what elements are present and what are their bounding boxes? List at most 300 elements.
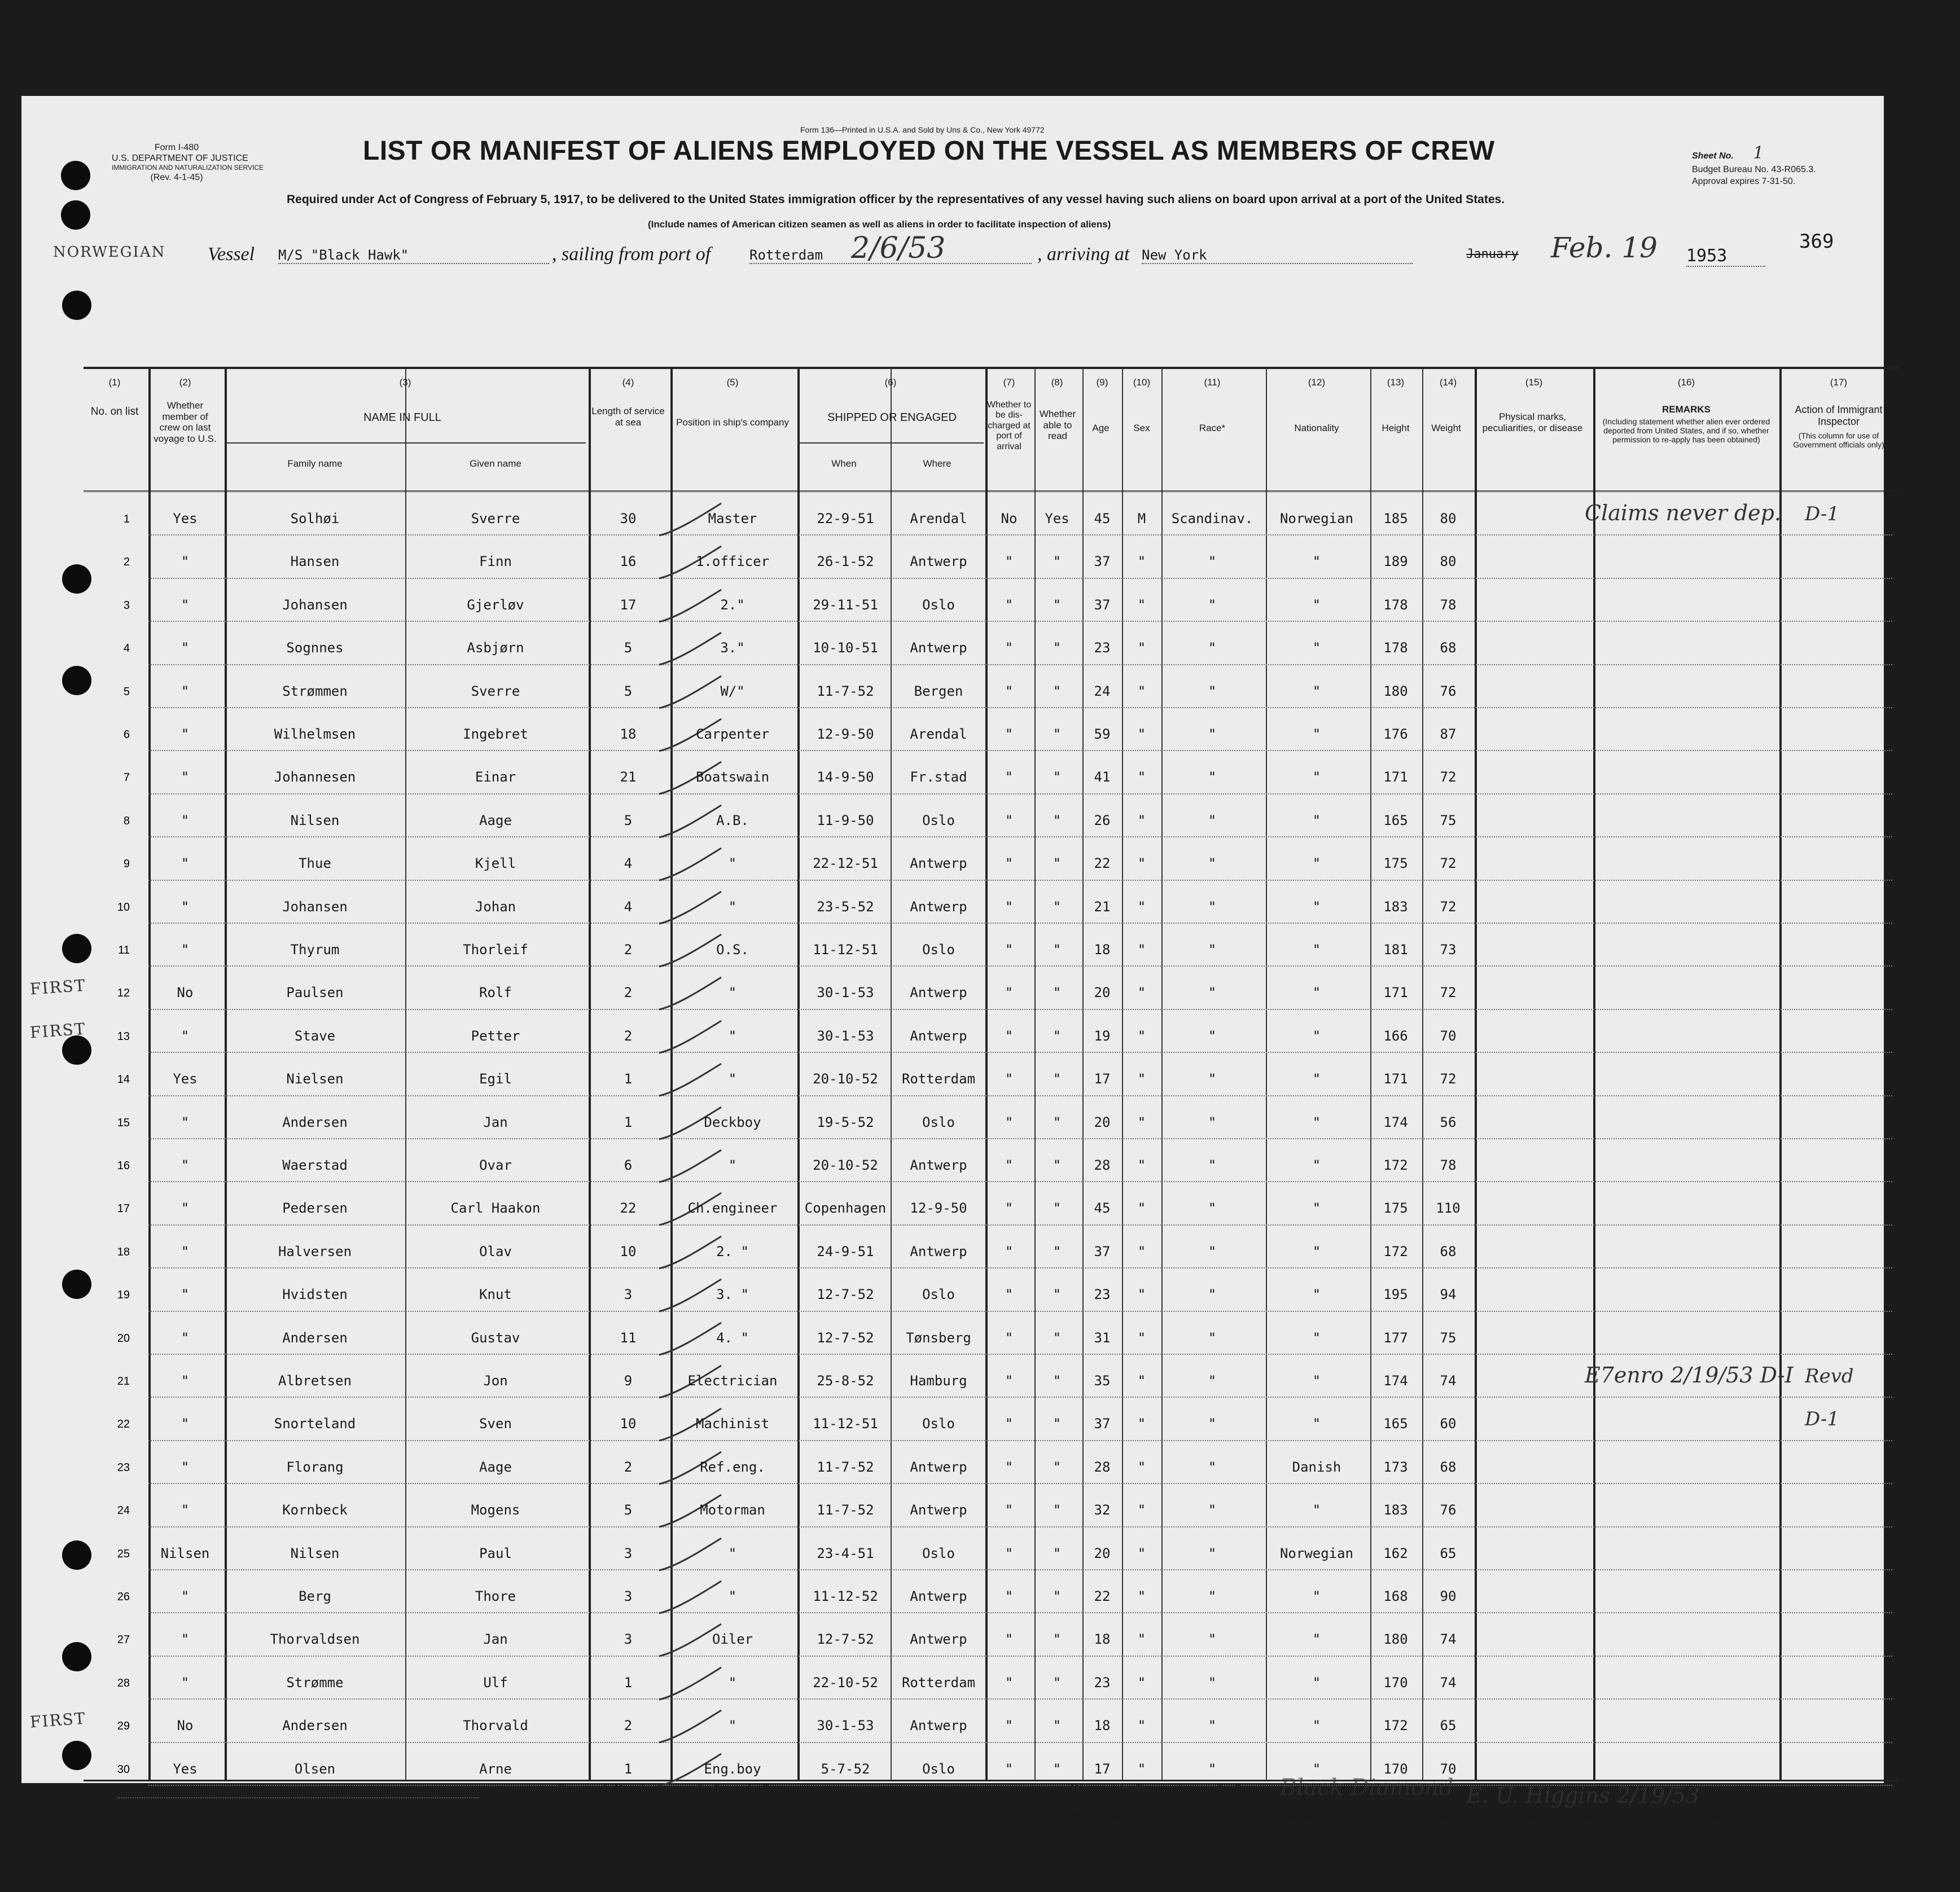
cell-position: Deckboy <box>704 1114 761 1130</box>
cell-read: " <box>1053 812 1062 828</box>
margin-note-first: FIRST <box>29 1019 87 1042</box>
cell-family: Andersen <box>282 1329 348 1346</box>
cell-height: 162 <box>1383 1545 1408 1561</box>
cell-race: " <box>1208 1502 1217 1518</box>
header-when: When <box>831 458 857 469</box>
cell-height: 176 <box>1383 726 1408 742</box>
row-number: 11 <box>118 944 130 956</box>
cell-position: 2." <box>720 596 745 613</box>
form-number: Form I-480 <box>154 143 199 152</box>
cell-race: " <box>1208 554 1217 570</box>
cell-service: 21 <box>620 769 637 785</box>
cell-where: Oslo <box>922 1761 955 1777</box>
agency-service: IMMIGRATION AND NATURALIZATION SERVICE <box>112 164 264 172</box>
cell-when: 22-12-51 <box>813 855 878 872</box>
cell-weight: 80 <box>1440 511 1457 526</box>
cell-weight: 68 <box>1440 640 1457 656</box>
cell-when: 23-4-51 <box>817 1545 874 1561</box>
cell-weight: 68 <box>1440 1243 1457 1259</box>
header-weight: Weight <box>1431 423 1461 433</box>
cell-age: 59 <box>1094 726 1111 742</box>
date-struck: January <box>1466 247 1519 261</box>
cell-read: " <box>1053 855 1062 872</box>
cell-read: " <box>1053 554 1062 570</box>
cell-family: Nilsen <box>290 812 340 828</box>
cell-given: Jan <box>483 1631 508 1648</box>
table-row <box>84 884 1898 927</box>
cell-height: 180 <box>1383 683 1408 699</box>
cell-age: 41 <box>1094 769 1111 785</box>
cell-position: " <box>728 1028 737 1044</box>
header-col-number: (13) <box>1387 377 1405 388</box>
cell-position: 4. " <box>716 1329 749 1346</box>
cell-family: Johansen <box>282 898 348 915</box>
port-to: New York <box>1142 247 1413 264</box>
sail-date-handwritten: 2/6/53 <box>851 231 946 265</box>
cell-prev: " <box>181 640 190 656</box>
sheet-number: 1 <box>1753 143 1764 163</box>
header-no-on-list: No. on list <box>90 406 139 418</box>
cell-family: Waerstad <box>282 1157 348 1173</box>
cell-disch: " <box>1005 855 1014 872</box>
cell-service: 3 <box>624 1588 633 1604</box>
header-col-number: (11) <box>1204 377 1221 388</box>
cell-position: " <box>728 855 737 872</box>
cell-sex: " <box>1137 1502 1146 1518</box>
table-row <box>84 1056 1898 1099</box>
cell-when: 26-1-52 <box>817 554 874 570</box>
cell-sex: " <box>1137 1674 1146 1691</box>
cell-nat: " <box>1312 554 1321 570</box>
cell-race: " <box>1208 1243 1217 1259</box>
cell-nat: Norwegian <box>1279 1545 1354 1561</box>
cell-race: " <box>1208 1416 1217 1432</box>
cell-weight: 78 <box>1440 1157 1457 1173</box>
cell-when: Copenhagen <box>804 1200 887 1217</box>
cell-service: 1 <box>624 1114 633 1130</box>
row-number: 24 <box>117 1504 130 1517</box>
cell-nat: " <box>1312 1243 1321 1259</box>
cell-where: Hamburg <box>910 1373 967 1389</box>
cell-when: 12-9-50 <box>817 726 874 742</box>
cell-disch: " <box>1005 1416 1014 1432</box>
cell-nat: " <box>1312 1200 1321 1217</box>
row-number: 5 <box>123 685 130 698</box>
cell-height: 170 <box>1383 1761 1408 1777</box>
cell-race: " <box>1208 1631 1217 1648</box>
cell-age: 19 <box>1094 1028 1111 1044</box>
cell-position: Motorman <box>700 1502 765 1518</box>
header-col-number: (4) <box>622 377 634 388</box>
cell-disch: " <box>1005 1287 1014 1303</box>
cell-race: " <box>1208 1028 1217 1044</box>
cell-disch: " <box>1005 726 1014 742</box>
cell-position: " <box>728 1071 737 1087</box>
cell-read: " <box>1053 1329 1062 1346</box>
cell-sex: " <box>1137 812 1146 828</box>
header-nationality: Nationality <box>1294 423 1339 433</box>
header-col-number: (6) <box>884 377 897 388</box>
cell-where: Rotterdam <box>901 1674 976 1691</box>
cell-sex: " <box>1137 596 1146 613</box>
table-row <box>84 1445 1898 1487</box>
cell-prev: " <box>181 596 190 613</box>
cell-when: 25-8-52 <box>817 1373 874 1389</box>
cell-prev: Yes <box>173 1071 198 1087</box>
cell-service: 22 <box>620 1200 637 1217</box>
cell-given: Olav <box>479 1243 512 1259</box>
cell-weight: 72 <box>1440 1071 1457 1087</box>
table-row <box>84 582 1898 625</box>
cell-prev: " <box>181 1200 190 1217</box>
cell-sex: " <box>1137 1373 1146 1389</box>
cell-disch: " <box>1005 1329 1014 1346</box>
cell-service: 10 <box>620 1416 637 1432</box>
cell-position: Electrician <box>687 1373 778 1389</box>
cell-when: 11-7-52 <box>817 683 874 699</box>
cell-where: Bergen <box>914 683 963 699</box>
cell-when: 11-12-51 <box>813 942 878 958</box>
cell-weight: 87 <box>1440 726 1457 742</box>
header-col-number: (3) <box>399 377 411 388</box>
cell-weight: 76 <box>1440 1502 1457 1518</box>
margin-note-first: FIRST <box>29 1709 87 1732</box>
cell-read: " <box>1053 1588 1062 1604</box>
cell-disch: " <box>1005 1674 1014 1691</box>
cell-nat: " <box>1312 1761 1321 1777</box>
cell-family: Solhøi <box>290 511 340 526</box>
cell-nat: " <box>1312 596 1321 613</box>
cell-position: " <box>728 1157 737 1173</box>
cell-position: A.B. <box>716 812 749 828</box>
cell-height: 174 <box>1383 1114 1408 1130</box>
row-number: 26 <box>117 1591 130 1603</box>
cell-race: " <box>1208 1459 1217 1475</box>
cell-service: 1 <box>624 1071 633 1087</box>
cell-disch: " <box>1005 1545 1014 1561</box>
cell-when: 20-10-52 <box>813 1157 878 1173</box>
header-col-number: (15) <box>1525 377 1543 388</box>
cell-read: " <box>1053 1674 1062 1691</box>
cell-where: Antwerp <box>910 1502 967 1518</box>
cell-position: " <box>728 1588 737 1604</box>
table-row <box>29 970 1898 1013</box>
cell-nat: " <box>1312 683 1321 699</box>
row-number: 25 <box>117 1547 130 1560</box>
cell-given: Einar <box>475 769 516 785</box>
cell-read: " <box>1053 1718 1062 1734</box>
header-remarks: REMARKS <box>1662 404 1711 415</box>
cell-prev: " <box>181 554 190 570</box>
row-number: 6 <box>123 728 130 741</box>
cell-prev: " <box>181 1502 190 1518</box>
cell-where: Antwerp <box>910 1243 967 1259</box>
cell-read: " <box>1053 769 1062 785</box>
cell-weight: 70 <box>1440 1761 1457 1777</box>
cell-disch: " <box>1005 1243 1014 1259</box>
cell-height: 172 <box>1383 1157 1408 1173</box>
cell-when: 11-7-52 <box>817 1459 874 1475</box>
cell-prev: " <box>181 1631 190 1648</box>
cell-race: " <box>1208 1287 1217 1303</box>
header-shipped-engaged: SHIPPED OR ENGAGED <box>827 411 957 424</box>
cell-disch: " <box>1005 1631 1014 1648</box>
cell-when: 14-9-50 <box>817 769 874 785</box>
cell-weight: 68 <box>1440 1459 1457 1475</box>
cell-weight: 65 <box>1440 1718 1457 1734</box>
cell-race: Scandinav. <box>1171 511 1253 526</box>
header-col-number: (14) <box>1439 377 1457 388</box>
cell-when: 23-5-52 <box>817 898 874 915</box>
cell-weight: 110 <box>1436 1200 1461 1217</box>
cell-read: " <box>1053 596 1062 613</box>
cell-when: 5-7-52 <box>821 1761 870 1777</box>
cell-where: Antwerp <box>910 640 967 656</box>
cell-family: Stave <box>294 1028 336 1044</box>
cell-age: 35 <box>1094 1373 1111 1389</box>
table-row <box>84 539 1898 582</box>
cell-weight: 72 <box>1440 985 1457 1001</box>
cell-family: Andersen <box>282 1718 348 1734</box>
header-height: Height <box>1382 423 1410 433</box>
punch-hole-icon <box>61 200 90 230</box>
cell-service: 9 <box>624 1373 633 1389</box>
cell-height: 172 <box>1383 1243 1408 1259</box>
cell-read: " <box>1053 1157 1062 1173</box>
cell-given: Aage <box>479 812 512 828</box>
cell-age: 17 <box>1094 1761 1111 1777</box>
table-row <box>84 798 1898 841</box>
header-race: Race* <box>1199 423 1226 433</box>
table-row <box>84 1358 1898 1401</box>
cell-given: Sverre <box>471 511 520 526</box>
inspector-action-handwritten: D-1 <box>1805 503 1840 525</box>
cell-nat: " <box>1312 1329 1321 1346</box>
cell-disch: " <box>1005 1588 1014 1604</box>
cell-read: " <box>1053 1071 1062 1087</box>
header-action-inspector: Action of Immigrant Inspector <box>1795 404 1883 427</box>
cell-prev: " <box>181 769 190 785</box>
cell-disch: " <box>1005 1373 1014 1389</box>
cell-age: 23 <box>1094 1287 1111 1303</box>
cell-race: " <box>1208 898 1217 915</box>
cell-age: 37 <box>1094 554 1111 570</box>
cell-sex: " <box>1137 1287 1146 1303</box>
cell-race: " <box>1208 1071 1217 1087</box>
cell-nat: " <box>1312 1631 1321 1648</box>
cell-nat: Danish <box>1292 1459 1341 1475</box>
cell-race: " <box>1208 1761 1217 1777</box>
cell-service: 11 <box>620 1329 637 1346</box>
table-row <box>84 1660 1898 1703</box>
sheet-info <box>1692 142 1816 188</box>
remarks-handwritten: E7enro 2/19/53 D-I <box>1585 1363 1794 1388</box>
cell-position: " <box>728 1545 737 1561</box>
cell-where: Oslo <box>922 596 955 613</box>
cell-when: 30-1-53 <box>817 985 874 1001</box>
cell-where: Antwerp <box>910 985 967 1001</box>
form-revision: (Rev. 4-1-45) <box>150 172 203 182</box>
cell-sex: " <box>1137 1416 1146 1432</box>
header-col-number: (9) <box>1096 377 1108 388</box>
cell-where: Antwerp <box>910 1718 967 1734</box>
table-row <box>84 1617 1898 1660</box>
cell-where: Fr.stad <box>910 769 967 785</box>
cell-given: Gustav <box>471 1329 520 1346</box>
cell-position: " <box>728 898 737 915</box>
cell-sex: " <box>1137 1200 1146 1217</box>
header-family-name: Family name <box>287 458 343 469</box>
cell-read: " <box>1053 726 1062 742</box>
cell-where: Antwerp <box>910 1157 967 1173</box>
vessel-name: M/S "Black Hawk" <box>278 247 549 264</box>
cell-race: " <box>1208 1329 1217 1346</box>
cell-position: Eng.boy <box>704 1761 761 1777</box>
cell-height: 171 <box>1383 769 1408 785</box>
cell-given: Carl Haakon <box>450 1200 541 1217</box>
cell-nat: " <box>1312 898 1321 915</box>
cell-race: " <box>1208 1718 1217 1734</box>
row-number: 7 <box>123 771 130 784</box>
cell-sex: " <box>1137 985 1146 1001</box>
cell-where: Antwerp <box>910 1459 967 1475</box>
cell-family: Johansen <box>282 596 348 613</box>
cell-prev: " <box>181 683 190 699</box>
cell-family: Nilsen <box>290 1545 340 1561</box>
cell-sex: " <box>1137 1114 1146 1130</box>
approval-expiry: Approval expires 7-31-50. <box>1692 176 1796 186</box>
cell-age: 22 <box>1094 1588 1111 1604</box>
cell-service: 2 <box>624 1459 633 1475</box>
cell-height: 166 <box>1383 1028 1408 1044</box>
cell-family: Snorteland <box>274 1416 356 1432</box>
header-col-number: (7) <box>1003 377 1015 388</box>
header-age: Age <box>1092 423 1110 433</box>
cell-sex: " <box>1137 769 1146 785</box>
table-row <box>84 496 1898 539</box>
cell-read: " <box>1053 640 1062 656</box>
cell-age: 23 <box>1094 640 1111 656</box>
footer-agents-label: Local Agents <box>939 1787 997 1798</box>
cell-weight: 65 <box>1440 1545 1457 1561</box>
cell-height: 183 <box>1383 1502 1408 1518</box>
cell-prev: " <box>181 1588 190 1604</box>
cell-read: " <box>1053 985 1062 1001</box>
cell-read: " <box>1053 1631 1062 1648</box>
margin-note-first: FIRST <box>29 976 87 999</box>
cell-when: 12-7-52 <box>817 1631 874 1648</box>
cell-age: 18 <box>1094 1631 1111 1648</box>
cell-nat: " <box>1312 1502 1321 1518</box>
cell-nat: " <box>1312 942 1321 958</box>
row-number: 3 <box>123 599 130 612</box>
cell-service: 2 <box>624 1718 633 1734</box>
cell-disch: " <box>1005 898 1014 915</box>
nationality-handwritten: NORWEGIAN <box>53 244 166 261</box>
cell-prev: No <box>177 1718 194 1734</box>
cell-family: Nielsen <box>286 1071 344 1087</box>
cell-race: " <box>1208 1200 1217 1217</box>
cell-position: Ref.eng. <box>700 1459 765 1475</box>
form-agency-block <box>112 142 264 183</box>
cell-read: " <box>1053 1373 1062 1389</box>
cell-service: 5 <box>624 640 633 656</box>
cell-when: 10-10-51 <box>813 640 878 656</box>
cell-family: Halversen <box>278 1243 352 1259</box>
cell-given: Paul <box>479 1545 512 1561</box>
cell-family: Olsen <box>294 1761 336 1777</box>
cell-given: Johan <box>475 898 516 915</box>
footer-signature: Black Diamond <box>1280 1775 1454 1801</box>
cell-read: " <box>1053 1243 1062 1259</box>
printer-line: Form 136—Printed in U.S.A. and Sold by Uns & Co., New York 49772 <box>800 125 1045 134</box>
row-number: 28 <box>117 1676 130 1689</box>
cell-nat: " <box>1312 1071 1321 1087</box>
cell-height: 178 <box>1383 596 1408 613</box>
cell-given: Gjerløv <box>467 596 524 613</box>
cell-read: " <box>1053 1114 1062 1130</box>
cell-age: 24 <box>1094 683 1111 699</box>
cell-nat: " <box>1312 1588 1321 1604</box>
cell-age: 17 <box>1094 1071 1111 1087</box>
cell-family: Hvidsten <box>282 1287 348 1303</box>
cell-service: 4 <box>624 855 633 872</box>
cell-where: Arendal <box>910 511 967 526</box>
cell-given: Petter <box>471 1028 520 1044</box>
cell-race: " <box>1208 1114 1217 1130</box>
header-col-number: (2) <box>179 377 191 388</box>
cell-height: 171 <box>1383 1071 1408 1087</box>
cell-sex: " <box>1137 898 1146 915</box>
cell-disch: " <box>1005 554 1014 570</box>
inspector-action-handwritten: Revd <box>1805 1365 1854 1388</box>
row-number: 13 <box>117 1030 130 1043</box>
cell-read: " <box>1053 1502 1062 1518</box>
cell-race: " <box>1208 1588 1217 1604</box>
cell-where: Oslo <box>922 1416 955 1432</box>
cell-age: 45 <box>1094 511 1111 526</box>
cell-when: 11-7-52 <box>817 1502 874 1518</box>
cell-disch: " <box>1005 1071 1014 1087</box>
cell-height: 170 <box>1383 1674 1408 1691</box>
cell-prev: " <box>181 1329 190 1346</box>
cell-nat: " <box>1312 812 1321 828</box>
cell-age: 21 <box>1094 898 1111 915</box>
cell-service: 30 <box>620 511 637 526</box>
cell-read: " <box>1053 898 1062 915</box>
cell-when: 12-7-52 <box>817 1287 874 1303</box>
cell-read: " <box>1053 1545 1062 1561</box>
arrival-date-handwritten: Feb. 19 <box>1551 231 1658 264</box>
table-row <box>84 1272 1898 1315</box>
cell-race: " <box>1208 1545 1217 1561</box>
cell-weight: 74 <box>1440 1631 1457 1648</box>
row-number: 29 <box>117 1720 130 1733</box>
cell-sex: " <box>1137 1588 1146 1604</box>
punch-hole-icon <box>61 161 90 190</box>
cell-when: 11-12-52 <box>813 1588 878 1604</box>
cell-position: " <box>728 985 737 1001</box>
cell-disch: " <box>1005 769 1014 785</box>
cell-nat: " <box>1312 1416 1321 1432</box>
cell-position: Master <box>708 511 757 526</box>
header-able-read: Whether able to read <box>1039 409 1076 442</box>
row-number: 17 <box>117 1202 130 1215</box>
cell-when: 22-9-51 <box>817 511 874 526</box>
footer-penalty-note: NOTE.—Failure to furnish full or correct information in columns (3), (5), (6), and (7) is punishable by a fine of $10 for each alien. (See other side.) <box>1054 1811 1788 1823</box>
crew-manifest-table <box>29 367 1898 1781</box>
cell-sex: " <box>1137 1545 1146 1561</box>
